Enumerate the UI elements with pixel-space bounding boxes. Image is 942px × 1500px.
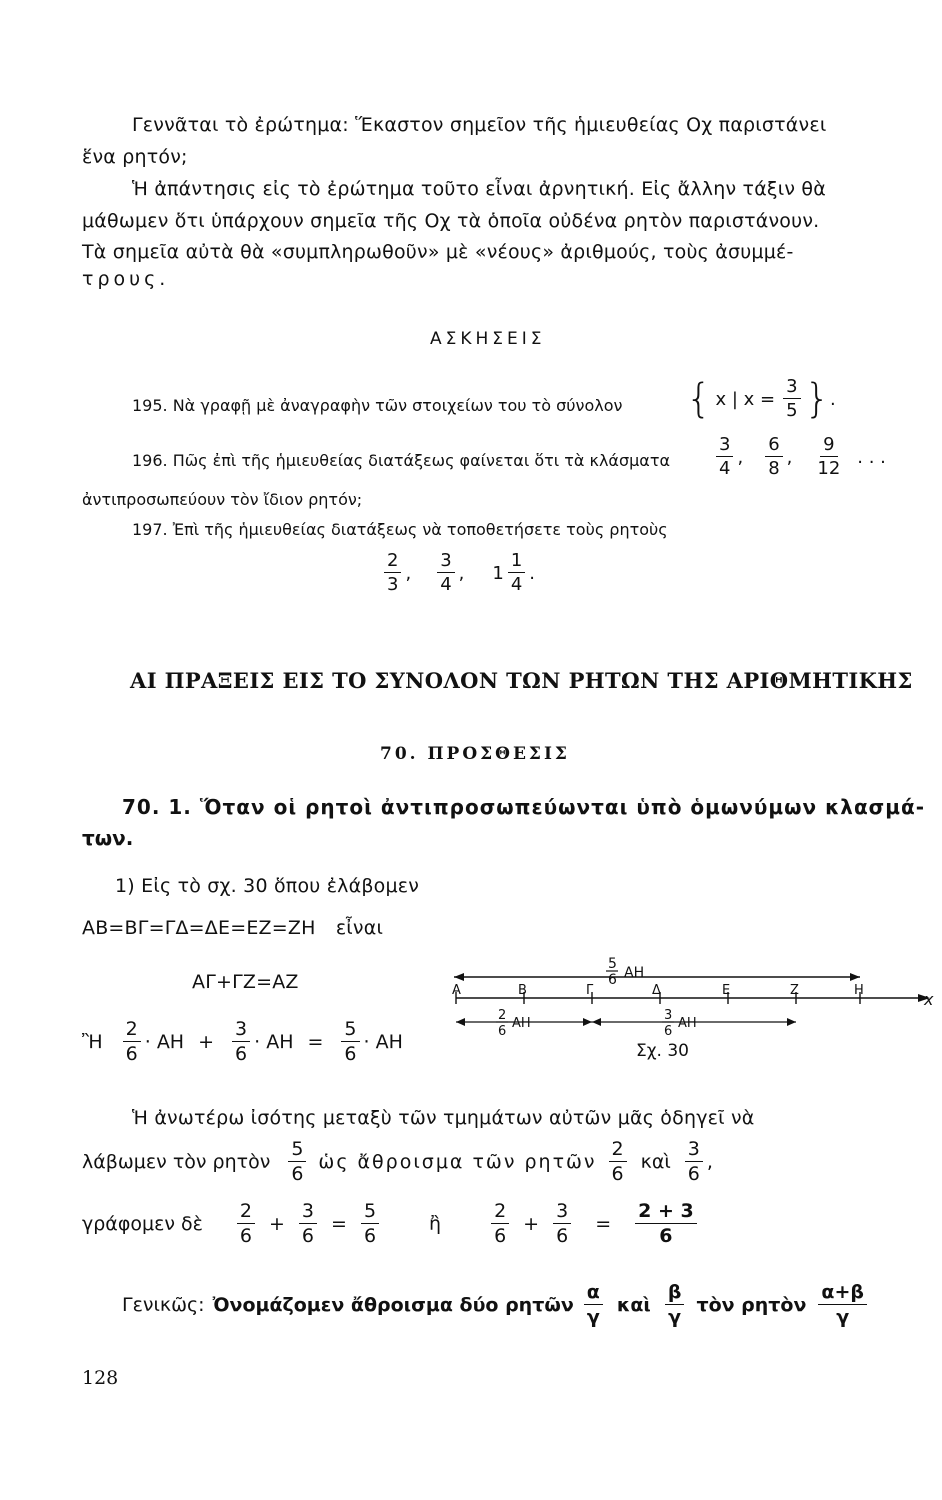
equation-3 [82, 1020, 403, 1064]
fraction: $\frac{9}{12}$ [817, 434, 841, 479]
p3-text-a: λάβωμεν τὸν ρητὸν [82, 1151, 271, 1173]
svg-text:Γ: Γ [586, 983, 594, 998]
comma: , [737, 446, 744, 468]
period: . [529, 562, 536, 584]
top-arrow-left-head [454, 973, 464, 981]
left-brace: { [686, 376, 712, 422]
exercises-title: ΑΣΚΗΣΕΙΣ [430, 329, 546, 349]
body-p2: Ἡ ἀνωτέρω ἰσότης μεταξὺ τῶν τμημάτων αὐτῶν μᾶς ὁδηγεῖ νὰ [132, 1107, 755, 1129]
fraction: $\frac{3}{4}$ [437, 552, 454, 594]
fraction: $\frac{3}{6}$ [232, 1020, 250, 1064]
bl-num: 2 [498, 1008, 507, 1023]
p5-text-c: καὶ [616, 1294, 651, 1316]
point-H [854, 983, 864, 1004]
section-title: 70. ΠΡΟΣΘΕΣΙΣ [380, 744, 570, 764]
bottom-right-arrow-right-head [787, 1018, 796, 1026]
comma: , [786, 446, 793, 468]
equals: = [331, 1213, 347, 1235]
body-p4 [82, 1202, 701, 1246]
body-p5 [122, 1283, 871, 1327]
p5-text-a: Γενικῶς: [122, 1294, 205, 1316]
fraction: $\frac{5}{6}$ [361, 1202, 379, 1246]
br-num: 3 [664, 1008, 673, 1023]
bl-den: 6 [498, 1024, 507, 1039]
fraction: $\frac{3}{6}$ [685, 1140, 703, 1184]
fraction: $\frac{\alpha+\beta}{\gamma}$ [818, 1283, 867, 1327]
p4-or: ἢ [429, 1213, 442, 1235]
chapter-title: ΑΙ ΠΡΑΞΕΙΣ ΕΙΣ ΤΟ ΣΥΝΟΛΟΝ ΤΩΝ ΡΗΤΩΝ ΤΗΣ ΑΡΙΘΜΗΤΙΚΗΣ [130, 668, 913, 693]
fraction: $\frac{3}{5}$ [783, 378, 800, 420]
p3-text-c: καὶ [640, 1151, 671, 1173]
exercise-196-fractions [712, 436, 886, 478]
exercise-195-text: 195. Νὰ γραφῇ μὲ ἀναγραφὴν τῶν στοιχείων του τὸ σύνολον [132, 396, 623, 415]
fraction: $\frac{3}{4}$ [716, 436, 733, 478]
fraction: $\frac{5}{6}$ [341, 1020, 359, 1064]
body-p1: 1) Εἰς τὸ σχ. 30 ὅπου ἐλάβομεν [115, 875, 420, 897]
svg-text:Δ: Δ [652, 983, 661, 998]
point-E [722, 983, 730, 1004]
svg-text:Η: Η [854, 983, 864, 998]
fraction: $\frac{2}{3}$ [384, 552, 401, 594]
plus: + [269, 1213, 285, 1235]
intro-line-4: μάθωμεν ὅτι ὑπάρχουν σημεῖα τῆς Οχ τὰ ὁποῖα οὐδένα ρητὸν παριστάνουν. [82, 210, 820, 232]
dot-ah: · ΑΗ [363, 1031, 403, 1053]
top-label-text: ΑΗ [624, 965, 645, 981]
equation-1-expr: ΑΒ=ΒΓ=ΓΔ=ΔΕ=ΕΖ=ΖΗ [82, 917, 316, 939]
equation-2: ΑΓ+ΓΖ=ΑΖ [192, 971, 299, 993]
bottom-left-arrow-left-head [456, 1018, 465, 1026]
intro-line-1: Γεννᾶται τὸ ἐρώτημα: Ἕκαστον σημεῖον τῆς ἡμιευθείας Οχ παριστάνει [132, 114, 827, 136]
svg-text:Β: Β [518, 983, 527, 998]
point-B [518, 983, 527, 1004]
fraction: $\frac{2 + 3}{6}$ [635, 1202, 697, 1246]
intro-line-2: ἕνα ρητόν; [82, 146, 188, 168]
p3-text-b: ὡς ἄθροισμα τῶν ρητῶν [318, 1151, 597, 1173]
svg-text:Α: Α [452, 983, 461, 998]
top-label-num: 5 [608, 956, 617, 972]
bottom-left-arrow-right-head [583, 1018, 592, 1026]
point-D [652, 983, 661, 1004]
body-p3 [82, 1140, 713, 1184]
top-arrow-right-head [850, 973, 860, 981]
fraction: $\frac{2}{6}$ [609, 1140, 627, 1184]
br-den: 6 [664, 1024, 673, 1039]
ellipsis: . . . [857, 446, 886, 468]
plus: + [198, 1031, 215, 1053]
subsection-line-2: των. [82, 826, 134, 850]
equation-1 [82, 917, 383, 939]
equals: = [595, 1213, 612, 1235]
mixed-whole: 1 [492, 562, 504, 584]
figure-caption: Σχ. 30 [636, 1041, 690, 1061]
fraction: $\frac{6}{8}$ [765, 436, 782, 478]
figure-30 [450, 950, 940, 1070]
p3-comma: , [706, 1151, 713, 1173]
fraction: $\frac{3}{6}$ [299, 1202, 317, 1246]
exercise-197-text: 197. Ἐπὶ τῆς ἡμιευθείας διατάξεως νὰ τοποθετήσετε τοὺς ρητοὺς [132, 520, 668, 539]
subsection-line-1: 70. 1. Ὅταν οἱ ρητοὶ ἀντιπροσωπεύωνται ὑπὸ ὁμωνύμων κλασμά- [122, 795, 926, 819]
exercise-196-text: 196. Πῶς ἐπὶ τῆς ἡμιευθείας διατάξεως φαίνεται ὅτι τὰ κλάσματα [132, 451, 670, 470]
fraction: $\frac{1}{4}$ [508, 552, 525, 594]
comma: , [405, 562, 412, 584]
exercise-197-fractions [380, 552, 535, 594]
axis-label: x [924, 990, 934, 1009]
right-brace: } [804, 376, 830, 422]
exercise-196-line-2: ἀντιπροσωπεύουν τὸν ἴδιον ρητόν; [82, 490, 363, 509]
p5-text-b: Ὀνομάζομεν ἄθροισμα δύο ρητῶν [212, 1294, 574, 1316]
fraction: $\frac{2}{6}$ [237, 1202, 255, 1246]
eq3-prefix: Ἢ [82, 1031, 103, 1053]
intro-line-3: Ἡ ἀπάντησις εἰς τὸ ἐρώτημα τοῦτο εἶναι ἀρνητική. Εἰς ἄλλην τάξιν θὰ [132, 178, 826, 200]
set-expression: x | x = [715, 388, 776, 410]
exercise-195-set [686, 378, 836, 420]
fraction: $\frac{2}{6}$ [491, 1202, 509, 1246]
equation-1-tail: εἶναι [335, 917, 384, 939]
bottom-right-arrow-left-head [592, 1018, 601, 1026]
fraction: $\frac{3}{6}$ [553, 1202, 571, 1246]
point-Z [790, 983, 799, 1004]
equals: = [307, 1031, 324, 1053]
period: . [829, 388, 836, 410]
dot-ah: · ΑΗ [254, 1031, 294, 1053]
intro-line-6: τρους. [82, 268, 170, 290]
plus: + [523, 1213, 540, 1235]
point-A [452, 983, 461, 1004]
fraction: $\frac{2}{6}$ [123, 1020, 141, 1064]
p5-text-d: τὸν ρητὸν [696, 1294, 807, 1316]
comma: , [458, 562, 465, 584]
p4-text-a: γράφομεν δὲ [82, 1213, 203, 1235]
svg-text:Ε: Ε [722, 983, 731, 998]
dot-ah: · ΑΗ [144, 1031, 185, 1053]
br-text: ΑΗ [678, 1016, 697, 1031]
fraction: $\frac{5}{6}$ [288, 1140, 306, 1184]
point-G [586, 983, 594, 1004]
fraction: $\frac{\alpha}{\gamma}$ [584, 1283, 603, 1327]
top-label-den: 6 [608, 972, 617, 988]
bl-text: ΑΗ [512, 1016, 531, 1031]
page-number: 128 [82, 1367, 119, 1389]
intro-line-5: Τὰ σημεῖα αὐτὰ θὰ «συμπληρωθοῦν» μὲ «νέους» ἀριθμούς, τοὺς ἀσυμμέ- [82, 241, 794, 263]
svg-text:Ζ: Ζ [790, 983, 799, 998]
fraction: $\frac{\beta}{\gamma}$ [665, 1283, 685, 1327]
